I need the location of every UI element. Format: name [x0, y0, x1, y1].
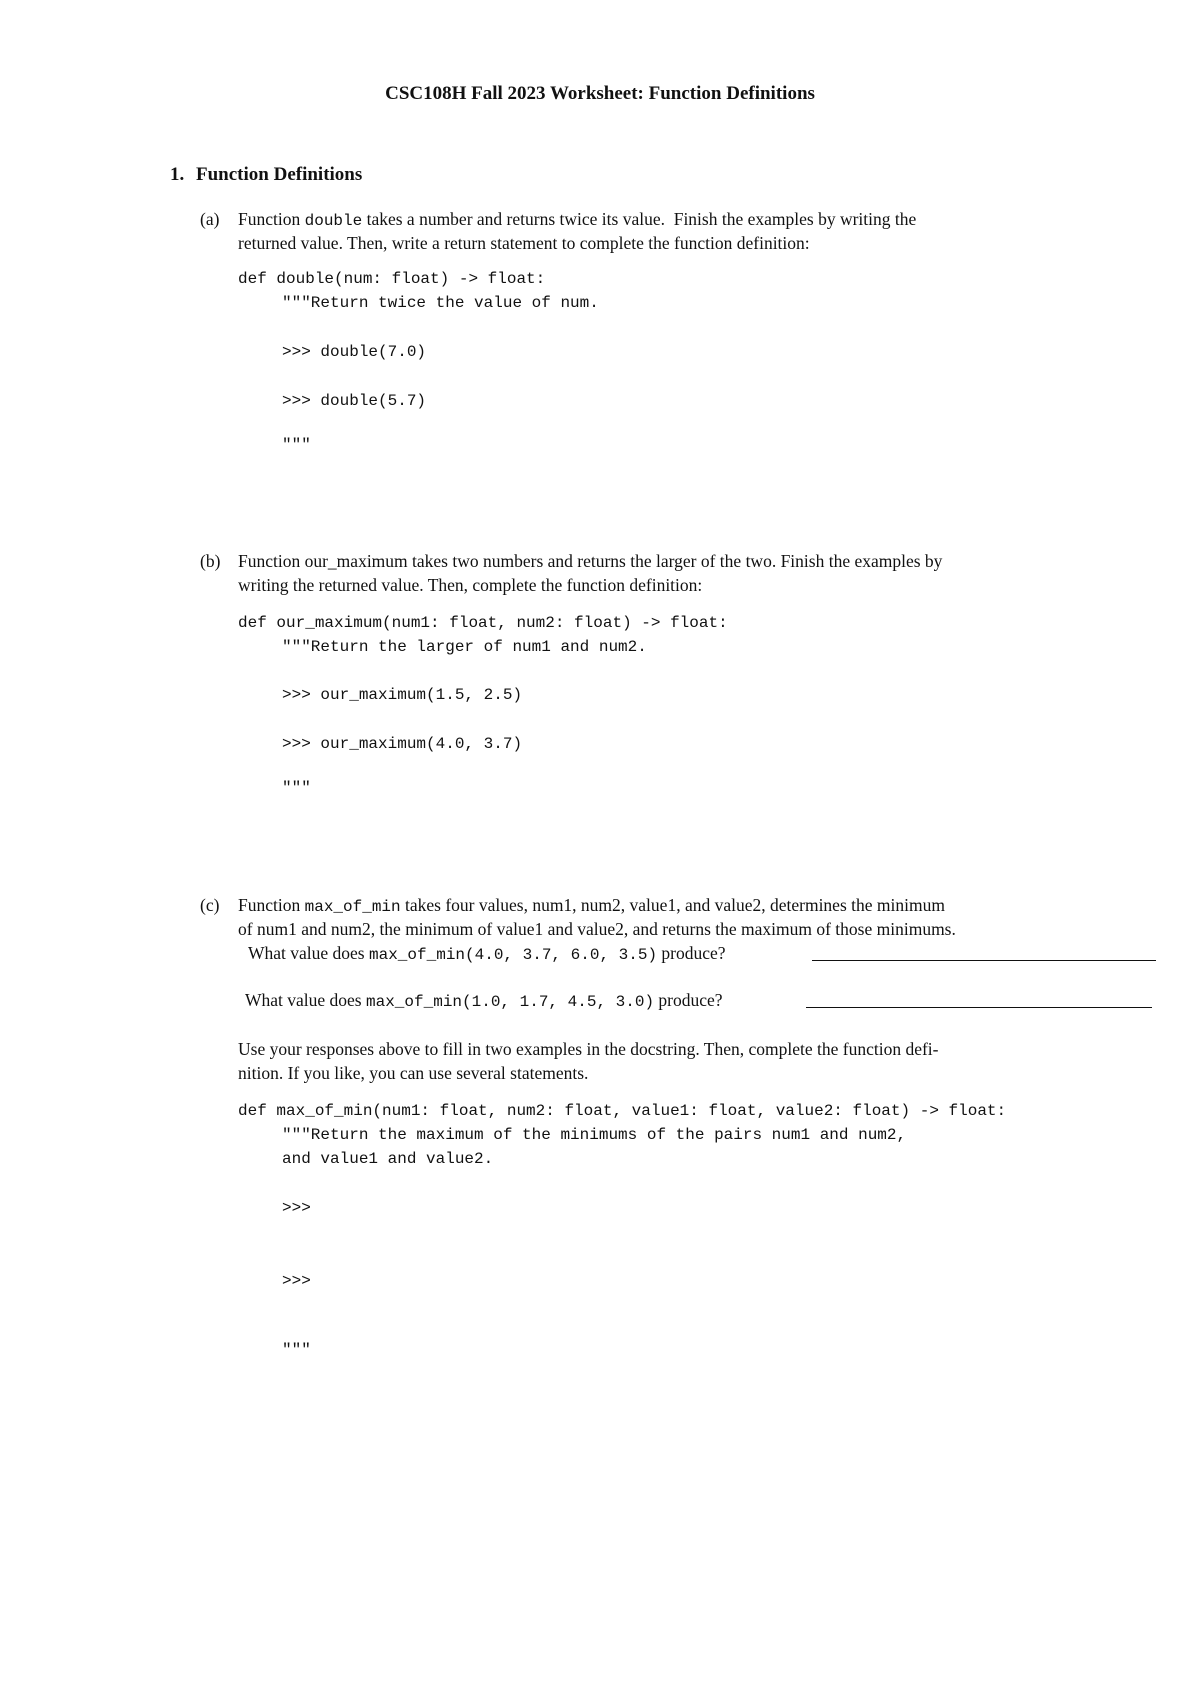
part-b-line2: writing the returned value. Then, complete the function definition:	[238, 575, 703, 595]
part-c-line1: Function max_of_min takes four values, num1, num2, value1, and value2, determines the minimum	[238, 895, 945, 916]
question-2: What value does max_of_min(1.0, 1.7, 4.5, 3.0) produce?	[245, 990, 723, 1011]
code-c-example-1: >>>	[282, 1199, 311, 1217]
part-a-line2: returned value. Then, write a return statement to complete the function definition:	[238, 233, 810, 253]
part-b-line1: Function our_maximum takes two numbers and returns the larger of the two. Finish the examples by	[238, 551, 943, 571]
part-c-instructions-2: nition. If you like, you can use several statements.	[238, 1063, 589, 1083]
code-a-example-2: >>> double(5.7)	[282, 392, 427, 410]
code-c-def: def max_of_min(num1: float, num2: float, value1: float, value2: float) -> float:	[238, 1102, 1007, 1120]
code-c-example-2: >>>	[282, 1272, 311, 1290]
code-b-def: def our_maximum(num1: float, num2: float) -> float:	[238, 614, 728, 632]
answer-line-1[interactable]	[812, 960, 1156, 961]
code-b-docstring-end: """	[282, 779, 311, 797]
part-c-line2: of num1 and num2, the minimum of value1 and value2, and returns the maximum of those minimums.	[238, 919, 956, 939]
page-title: CSC108H Fall 2023 Worksheet: Function Definitions	[385, 83, 815, 104]
code-b-example-2: >>> our_maximum(4.0, 3.7)	[282, 735, 523, 753]
section-number: 1.	[170, 164, 185, 185]
code-a-example-1: >>> double(7.0)	[282, 343, 427, 361]
part-a-line1: Function double takes a number and returns twice its value. Finish the examples by writing the	[238, 209, 917, 230]
function-name-double: double	[304, 212, 363, 230]
code-a-docstring-end: """	[282, 436, 311, 454]
part-c-instructions-1: Use your responses above to fill in two examples in the docstring. Then, complete the function defi-	[238, 1039, 939, 1059]
code-a-def: def double(num: float) -> float:	[238, 270, 546, 288]
code-c-docstring-2: and value1 and value2.	[282, 1150, 494, 1168]
part-a-label: (a)	[200, 209, 220, 229]
code-b-example-1: >>> our_maximum(1.5, 2.5)	[282, 686, 523, 704]
code-c-docstring-end: """	[282, 1341, 311, 1359]
answer-line-2[interactable]	[806, 1007, 1152, 1008]
part-c-label: (c)	[200, 895, 220, 915]
function-name-max-of-min: max_of_min	[304, 898, 401, 916]
question-1: What value does max_of_min(4.0, 3.7, 6.0, 3.5) produce?	[248, 943, 726, 964]
part-b-label: (b)	[200, 551, 221, 571]
section-heading: Function Definitions	[196, 164, 363, 185]
code-b-docstring: """Return the larger of num1 and num2.	[282, 638, 647, 656]
code-c-docstring-1: """Return the maximum of the minimums of the pairs num1 and num2,	[282, 1126, 907, 1144]
function-name-our-maximum: our_maximum	[304, 551, 408, 571]
code-a-docstring: """Return twice the value of num.	[282, 294, 599, 312]
